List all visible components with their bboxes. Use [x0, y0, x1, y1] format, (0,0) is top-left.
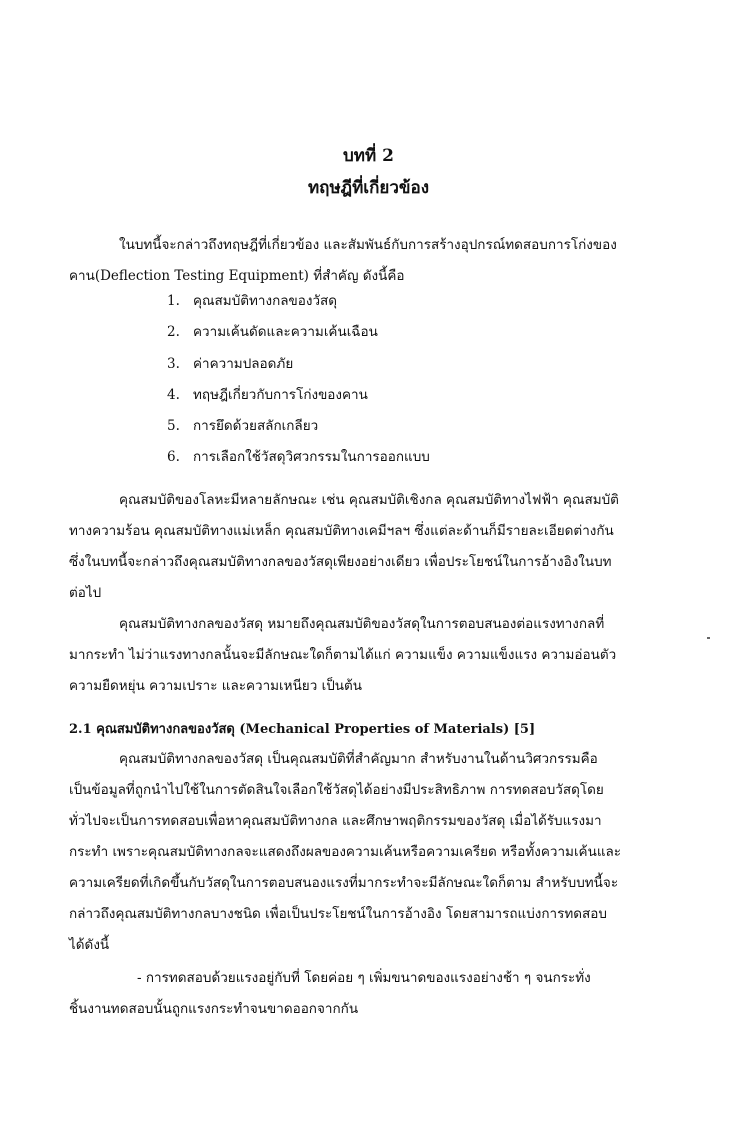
paragraph-line: เป็นข้อมูลที่ถูกนำไปใช้ในการตัดสินใจเลือกใช้วัสดุได้อย่างมีประสิทธิภาพ การทดสอบวัสดุโดย	[69, 782, 604, 798]
list-item: 3. ค่าความปลอดภัย	[167, 355, 294, 372]
scan-speck	[707, 637, 710, 639]
bullet-line: - การทดสอบด้วยแรงอยู่กับที่ โดยค่อย ๆ เพิ่มขนาดของแรงอย่างช้า ๆ จนกระทั่ง	[137, 970, 591, 986]
properties-paragraph	[69, 485, 669, 609]
paragraph-line: คุณสมบัติทางกลของวัสดุ เป็นคุณสมบัติที่สำคัญมาก สำหรับงานในด้านวิศวกรรมคือ	[119, 751, 598, 767]
paragraph-line: คุณสมบัติของโลหะมีหลายลักษณะ เช่น คุณสมบัติเชิงกล คุณสมบัติทางไฟฟ้า คุณสมบัติ	[119, 492, 619, 508]
paragraph-line: มากระทำ ไม่ว่าแรงทางกลนั้นจะมีลักษณะใดก็ตามได้แก่ ความแข็ง ความแข็งแรง ความอ่อนตัว	[69, 647, 617, 663]
bullet-paragraph	[69, 963, 669, 1025]
intro-line-1: ในบทนี้จะกล่าวถึงทฤษฎีที่เกี่ยวข้อง และสัมพันธ์กับการสร้างอุปกรณ์ทดสอบการโก่งของ	[119, 237, 617, 253]
paragraph-line: กระทำ เพราะคุณสมบัติทางกลจะแสดงถึงผลของความเค้นหรือความเครียด หรือทั้งความเค้นและ	[69, 844, 622, 860]
chapter-number: บทที่ 2	[343, 146, 394, 166]
section-heading: 2.1 คุณสมบัติทางกลของวัสดุ (Mechanical Properties of Materials) [5]	[69, 722, 536, 737]
paragraph-line: กล่าวถึงคุณสมบัติทางกลบางชนิด เพื่อเป็นประโยชน์ในการอ้างอิง โดยสามารถแบ่งการทดสอบ	[69, 906, 607, 922]
list-item: 6. การเลือกใช้วัสดุวิศวกรรมในการออกแบบ	[167, 449, 430, 466]
list-item: 2. ความเค้นดัดและความเค้นเฉือน	[167, 324, 378, 341]
bullet-line: ชิ้นงานทดสอบนั้นถูกแรงกระทำจนขาดออกจากกัน	[69, 1001, 359, 1017]
list-item: 5. การยึดด้วยสลักเกลียว	[167, 418, 319, 435]
paragraph-line: ซึ่งในบทนี้จะกล่าวถึงคุณสมบัติทางกลของวัสดุเพียงอย่างเดียว เพื่อประโยชน์ในการอ้างอิงในบท	[69, 554, 612, 570]
paragraph-line: คุณสมบัติทางกลของวัสดุ หมายถึงคุณสมบัติของวัสดุในการตอบสนองต่อแรงทางกลที่	[119, 616, 605, 632]
topic-list	[167, 286, 430, 474]
list-item: 1. คุณสมบัติทางกลของวัสดุ	[167, 293, 338, 309]
intro-paragraph	[69, 230, 669, 292]
intro-line-2: คาน(Deflection Testing Equipment) ที่สำคัญ ดังนี้คือ	[69, 268, 405, 284]
paragraph-line: ความเครียดที่เกิดขึ้นกับวัสดุในการตอบสนองแรงที่มากระทำจะมีลักษณะใดก็ตาม สำหรับบทนี้จะ	[69, 875, 619, 891]
paragraph-line: ต่อไป	[69, 585, 102, 601]
paragraph-line: ทางความร้อน คุณสมบัติทางแม่เหล็ก คุณสมบัติทางเคมีฯลฯ ซึ่งแต่ละด้านก็มีรายละเอียดต่างกัน	[69, 523, 614, 539]
mechanical-paragraph	[69, 609, 669, 702]
paragraph-line: ความยืดหยุ่น ความเปราะ และความเหนียว เป็นต้น	[69, 678, 362, 694]
list-item: 4. ทฤษฎีเกี่ยวกับการโก่งของคาน	[167, 386, 368, 403]
chapter-title: ทฤษฎีที่เกี่ยวข้อง	[307, 178, 430, 198]
paragraph-line: ทั่วไปจะเป็นการทดสอบเพื่อหาคุณสมบัติทางกล และศึกษาพฤติกรรมของวัสดุ เมื่อได้รับแรงมา	[69, 813, 602, 829]
paragraph-line: ได้ดังนี้	[69, 937, 110, 953]
section-paragraph	[69, 744, 669, 961]
